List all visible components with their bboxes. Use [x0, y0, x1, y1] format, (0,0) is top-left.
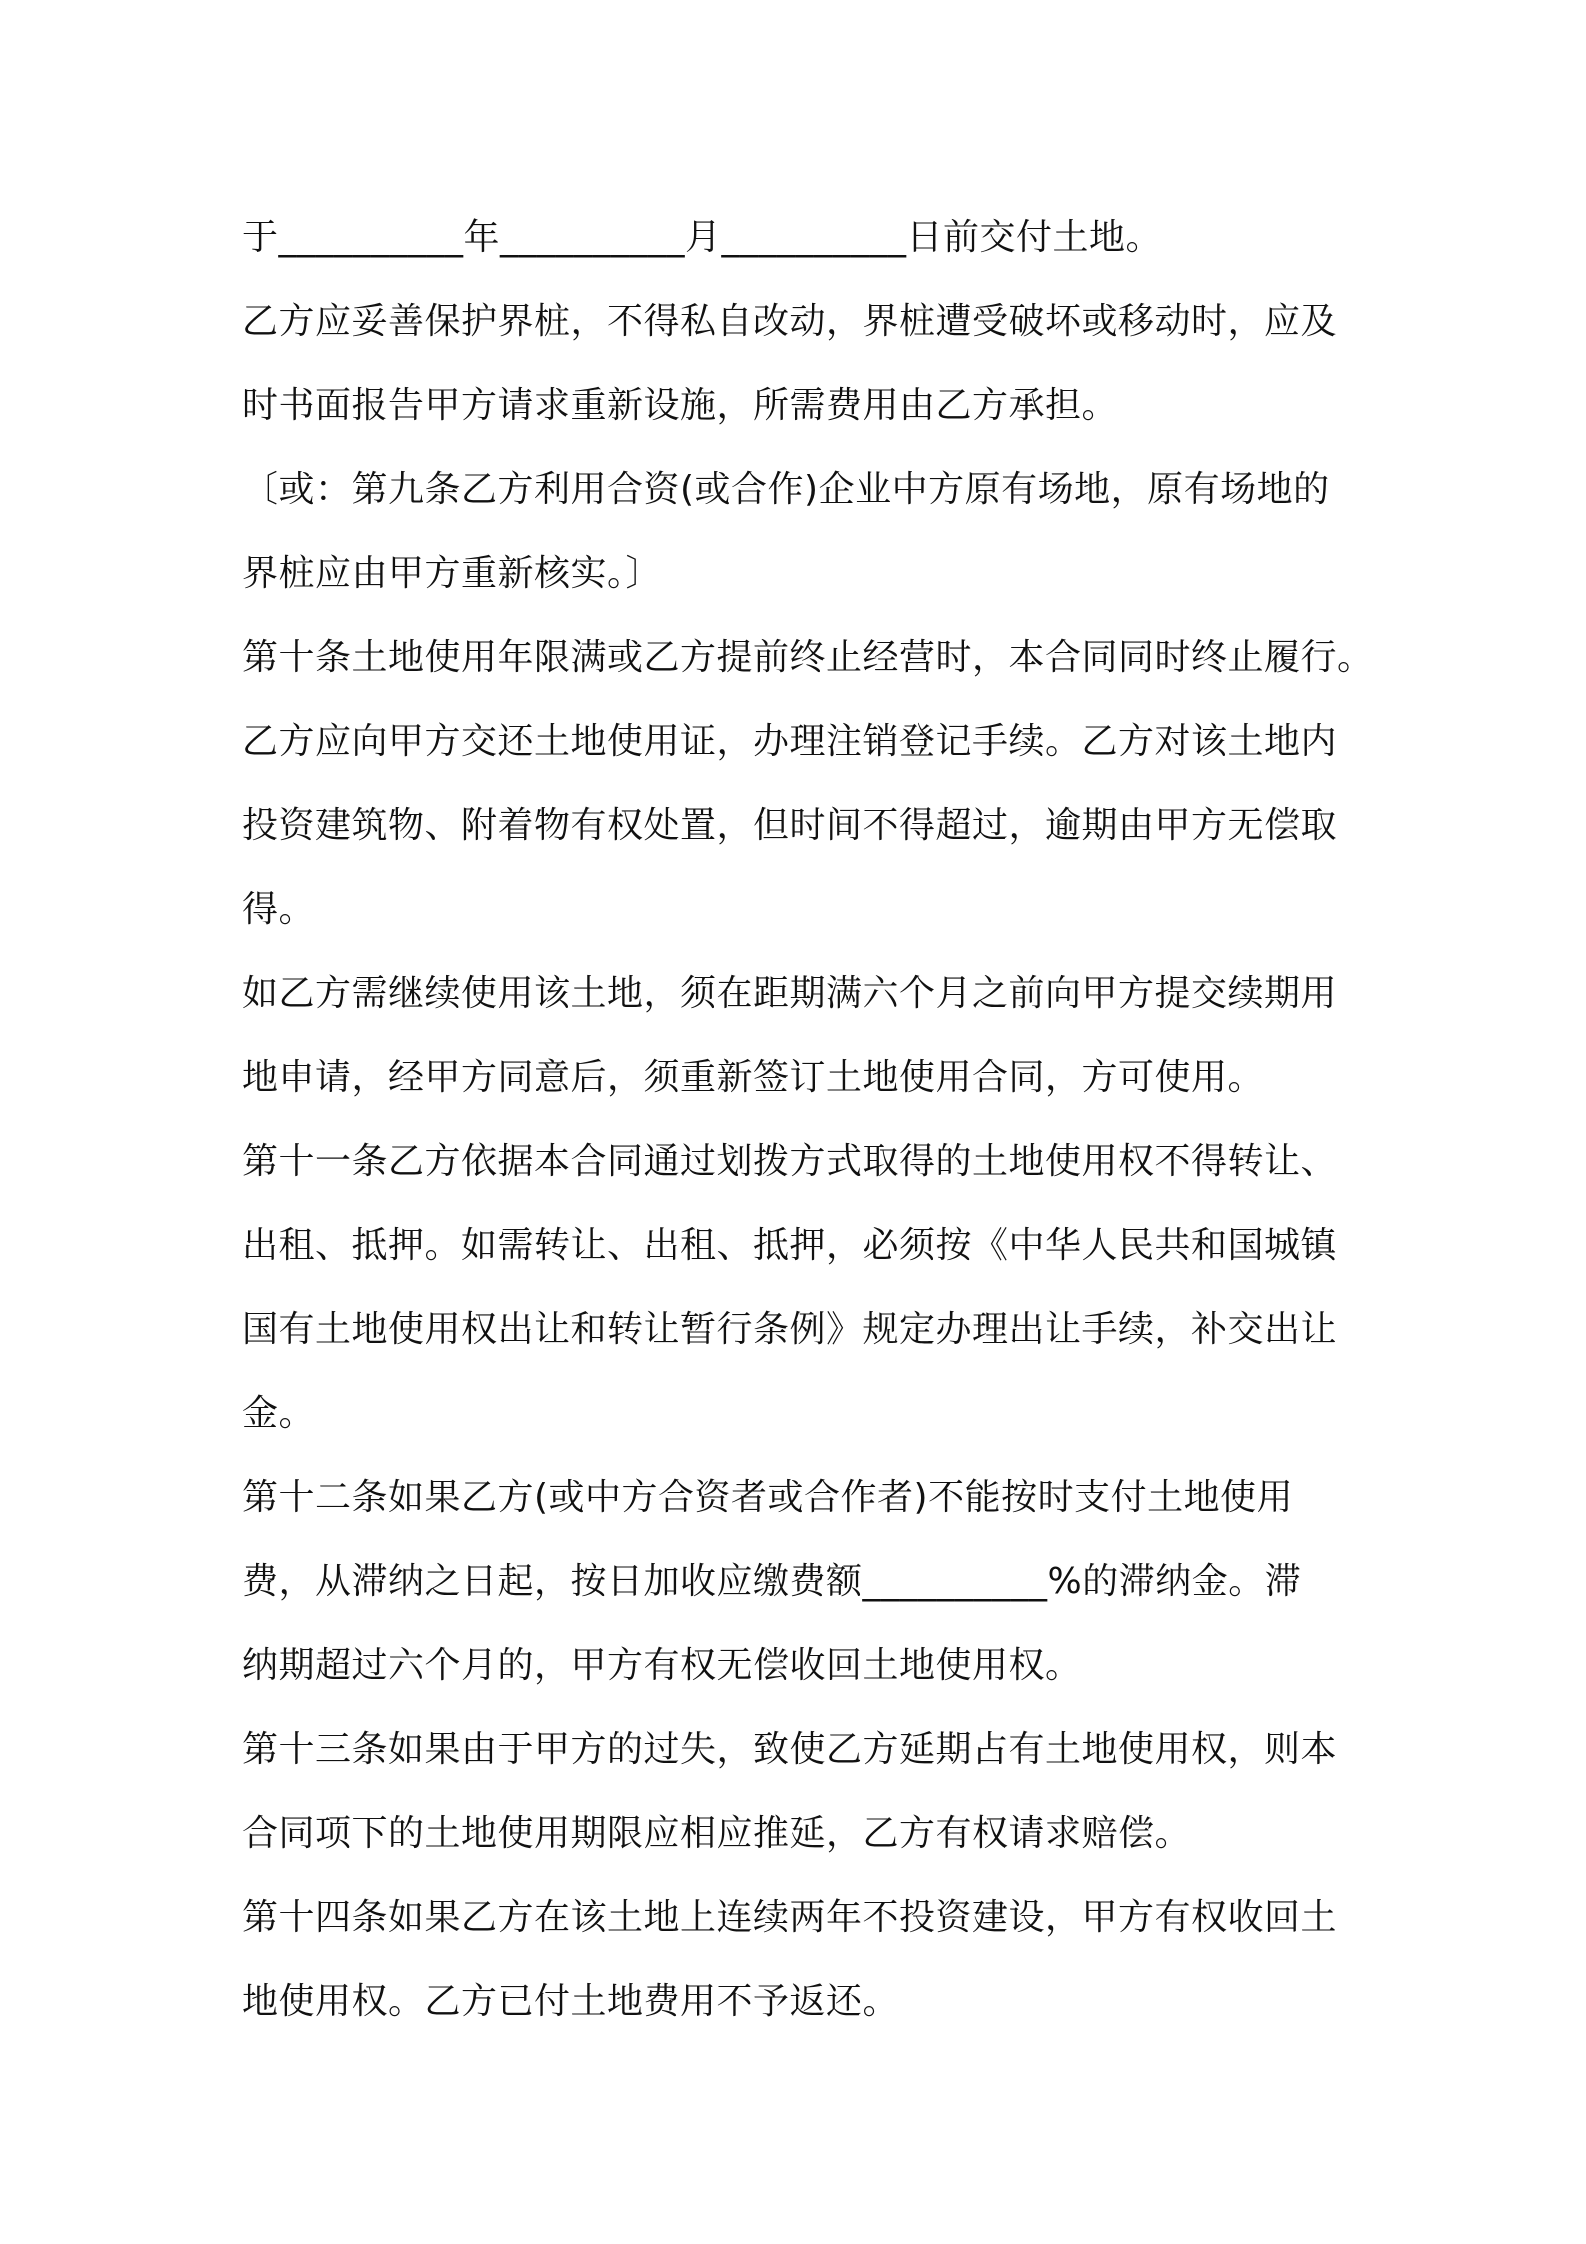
text-line: 金。: [242, 1393, 316, 1434]
text-line: 界桩应由甲方重新核实。〕: [242, 553, 663, 594]
text-line: 投资建筑物、附着物有权处置，但时间不得超过，逾期由甲方无偿取: [242, 805, 1338, 846]
text-line: 乙方应妥善保护界桩，不得私自改动，界桩遭受破坏或移动时，应及: [242, 301, 1338, 342]
text-line: 第十四条如果乙方在该土地上连续两年不投资建设，甲方有权收回土: [242, 1897, 1338, 1938]
text-line: 第十一条乙方依据本合同通过划拨方式取得的土地使用权不得转让、: [242, 1141, 1338, 1182]
text-line: 第十二条如果乙方(或中方合资者或合作者)不能按时支付土地使用: [242, 1477, 1294, 1518]
text-line: 地申请，经甲方同意后，须重新签订土地使用合同，方可使用。: [242, 1057, 1265, 1098]
text-line: 时书面报告甲方请求重新设施，所需费用由乙方承担。: [242, 385, 1119, 426]
text-line: 费，从滞纳之日起，按日加收应缴费额__________%的滞纳金。滞: [242, 1561, 1302, 1602]
text-line: 得。: [242, 889, 316, 930]
text-line: 出租、抵押。如需转让、出租、抵押，必须按《中华人民共和国城镇: [242, 1225, 1338, 1266]
document-body: [242, 196, 1374, 2044]
text-line: 于__________年__________月__________日前交付土地。: [242, 217, 1163, 258]
text-line: 纳期超过六个月的，甲方有权无偿收回土地使用权。: [242, 1645, 1082, 1686]
text-line: 如乙方需继续使用该土地，须在距期满六个月之前向甲方提交续期用: [242, 973, 1338, 1014]
text-line: 第十三条如果由于甲方的过失，致使乙方延期占有土地使用权，则本: [242, 1729, 1338, 1770]
text-line: 〔或：第九条乙方利用合资(或合作)企业中方原有场地，原有场地的: [242, 469, 1330, 510]
text-line: 地使用权。乙方已付土地费用不予返还。: [242, 1981, 900, 2022]
text-line: 国有土地使用权出让和转让暂行条例》规定办理出让手续，补交出让: [242, 1309, 1338, 1350]
text-line: 合同项下的土地使用期限应相应推延，乙方有权请求赔偿。: [242, 1813, 1192, 1854]
text-line: 乙方应向甲方交还土地使用证，办理注销登记手续。乙方对该土地内: [242, 721, 1338, 762]
text-line: 第十条土地使用年限满或乙方提前终止经营时，本合同同时终止履行。: [242, 637, 1374, 678]
